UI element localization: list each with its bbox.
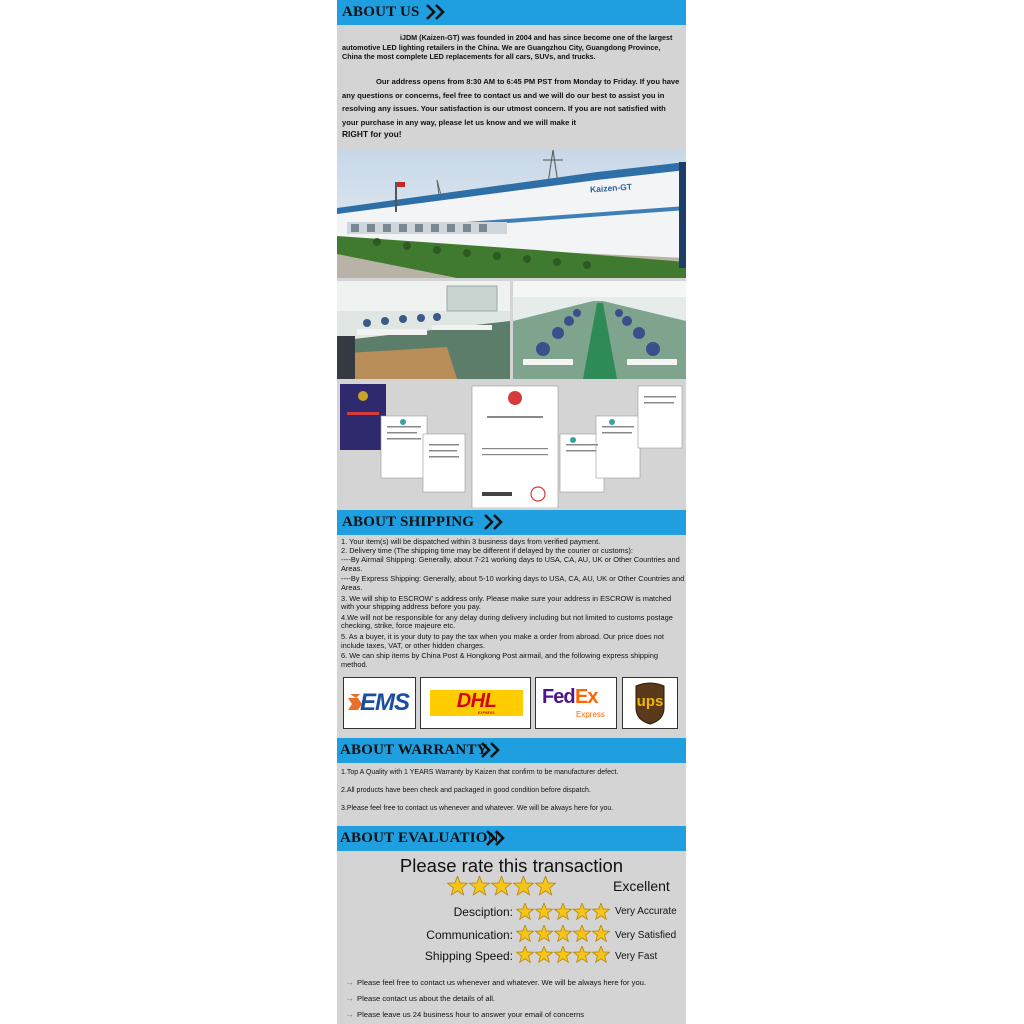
dhl-logo bbox=[420, 677, 531, 729]
double-chevron-icon bbox=[425, 4, 447, 20]
rating-label-communication: Communication: bbox=[426, 928, 513, 942]
shipping-list bbox=[341, 538, 685, 669]
shipping-item: 6. We can ship items by China Post & Hongkong Post airmail, and the following express shipping method. bbox=[341, 651, 659, 669]
star-icon bbox=[554, 925, 571, 941]
star-icon bbox=[516, 903, 533, 919]
shipping-item: ----By Express Shipping: Generally, about 5-10 working days to USA, CA, AU, UK or Other Countries and Areas. bbox=[341, 574, 685, 592]
certificates-photo bbox=[337, 382, 686, 508]
dhl-logo-text: DHL bbox=[456, 690, 497, 712]
about-warranty-title: ABOUT WARRANTY bbox=[340, 742, 488, 758]
star-icon bbox=[470, 876, 490, 895]
product-description-strip bbox=[337, 0, 686, 1024]
star-icon bbox=[535, 903, 552, 919]
star-icon bbox=[573, 946, 590, 962]
about-us-paragraph-1: iJDM (Kaizen-GT) was founded in 2004 and has since become one of the largest automotive LED lighting retailers in the China. We are Guangzhou City, Guangdong Province, China the most complete LED replacements for all cars, SUVs, and trucks. bbox=[342, 33, 673, 62]
arrow-right-icon: → bbox=[345, 993, 354, 1003]
shipping-item: 1. Your item(s) will be dispatched within 3 business days from verified payment. bbox=[341, 537, 601, 546]
rating-label-shipping-speed: Shipping Speed: bbox=[424, 949, 513, 963]
star-icon bbox=[573, 925, 590, 941]
warranty-item: 3.Please feel free to contact us whenever and whatever. We will be always here for you. bbox=[341, 805, 614, 812]
overall-star-rating bbox=[447, 876, 556, 902]
star-icon bbox=[592, 946, 609, 962]
rating-label-description: Desciption: bbox=[453, 905, 513, 919]
ems-logo-text: EMS bbox=[360, 689, 410, 716]
about-us-title: ABOUT US bbox=[342, 4, 420, 20]
warranty-item: 2.All products have been check and packaged in good condition before dispatch. bbox=[341, 787, 591, 794]
ems-logo bbox=[343, 677, 416, 729]
about-us-header bbox=[337, 0, 686, 25]
star-icon bbox=[514, 876, 534, 895]
double-chevron-icon bbox=[483, 514, 505, 530]
description-star-rating bbox=[516, 903, 610, 926]
arrow-right-icon: → bbox=[345, 1009, 354, 1019]
dhl-logo-subtext: EXPRESS bbox=[478, 711, 495, 715]
double-chevron-icon bbox=[485, 830, 507, 846]
overall-rating-word: Excellent bbox=[613, 878, 670, 894]
shipping-item: 3. We will ship to ESCROW' s address only. Please make sure your address in ESCROW is matched with your shipping address before you pay. bbox=[341, 593, 672, 612]
star-icon bbox=[554, 946, 571, 962]
arrow-right-icon: → bbox=[345, 977, 354, 987]
factory-exterior-photo bbox=[337, 150, 686, 278]
warranty-item: 1.Top A Quality with 1 YEARS Warranty by Kaizen that confirm to be manufacturer defect. bbox=[341, 769, 619, 776]
fedex-logo-ex: Ex bbox=[575, 686, 598, 708]
star-icon bbox=[536, 876, 556, 895]
shipping-speed-star-rating bbox=[516, 946, 610, 969]
ups-logo bbox=[622, 677, 678, 729]
factory-sign: Kaizen-GT bbox=[589, 181, 633, 195]
about-warranty-header bbox=[337, 738, 686, 763]
fedex-logo-fed: Fed bbox=[542, 686, 575, 708]
rating-word-communication: Very Satisfied bbox=[615, 930, 677, 941]
about-shipping-header bbox=[337, 510, 686, 535]
evaluation-note: → Please feel free to contact us whenever and whatever. We will be always here for you. bbox=[345, 977, 646, 987]
star-icon bbox=[592, 903, 609, 919]
workshop-photo-left bbox=[337, 281, 510, 379]
star-icon bbox=[448, 876, 468, 895]
about-us-paragraph-3: RIGHT for you! bbox=[342, 129, 402, 139]
star-icon bbox=[516, 946, 533, 962]
evaluation-note: → Please contact us about the details of all. bbox=[345, 993, 496, 1003]
shipping-item: 4.We will not be responsible for any delay during delivery including but not limited to customs postage checking, strike, force majeure etc. bbox=[341, 612, 673, 631]
star-icon bbox=[516, 925, 533, 941]
about-shipping-title: ABOUT SHIPPING bbox=[342, 514, 475, 530]
star-icon bbox=[535, 946, 552, 962]
rating-word-description: Very Accurate bbox=[615, 906, 677, 917]
star-icon bbox=[535, 925, 552, 941]
shipping-item: ----By Airmail Shipping: Generally, about 7-21 working days to USA, CA, AU, UK or Other Countries and Areas. bbox=[341, 555, 680, 573]
star-icon bbox=[554, 903, 571, 919]
rating-word-shipping-speed: Very Fast bbox=[615, 951, 658, 962]
workshop-photo-right bbox=[513, 281, 686, 379]
about-evaluation-title: ABOUT EVALUATION bbox=[340, 830, 499, 846]
ups-logo-text: ups bbox=[636, 693, 664, 710]
double-chevron-icon bbox=[480, 742, 502, 758]
about-us-paragraph-2: Our address opens from 8:30 AM to 6:45 PM PST from Monday to Friday. If you have any questions or concerns, feel free to contact us and we will do our best to assist you in resolving any issues. Your satisfaction is our utmost concern. If you are not satisfied with your purchase in any way, please let us know and we will make it bbox=[342, 77, 680, 127]
evaluation-note: → Please leave us 24 business hour to answer your email of concerns bbox=[345, 1009, 585, 1019]
fedex-logo bbox=[535, 677, 617, 729]
star-icon bbox=[592, 925, 609, 941]
star-icon bbox=[492, 876, 512, 895]
about-evaluation-header bbox=[337, 826, 686, 851]
evaluation-heading: Please rate this transaction bbox=[399, 855, 624, 876]
shipping-item: 5. As a buyer, it is your duty to pay the tax when you make a order from abroad. Our price does not include taxes, VAT, or other hidden charges. bbox=[341, 631, 664, 650]
star-icon bbox=[573, 903, 590, 919]
communication-star-rating bbox=[516, 925, 610, 948]
fedex-logo-subtext: Express bbox=[576, 710, 605, 719]
shipping-item: 2. Delivery time (The shipping time may be different if delayed by the courier or customs): bbox=[341, 545, 633, 555]
